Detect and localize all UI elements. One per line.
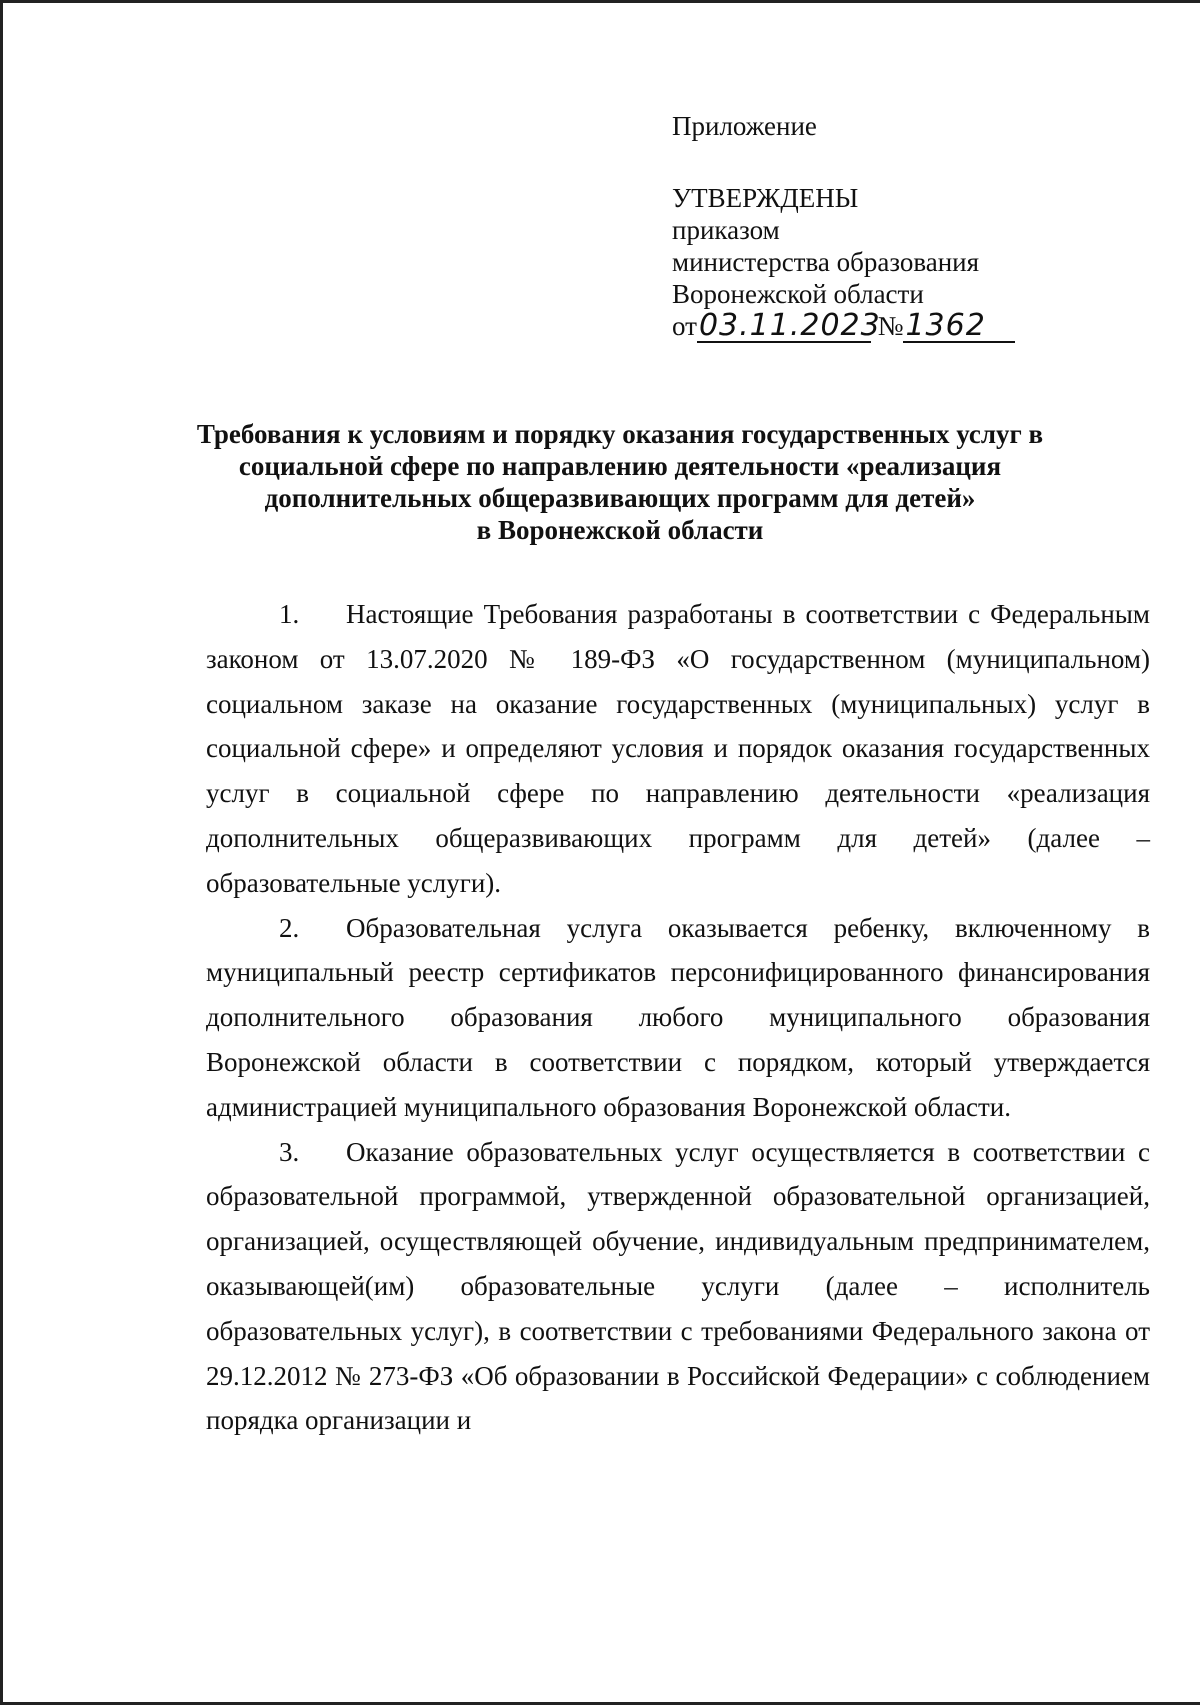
scan-border-top [0,0,1200,3]
date-prefix: от [672,311,697,341]
scan-border-left [0,0,3,1705]
paragraph-text: Образовательная услуга оказывается ребенку, включенному в муниципальный реестр сертификатов персонифицированного финансирования дополнительного образования любого муниципального образования Воронежской области в соответствии с порядком, который утверждается администрацией муниципального образования Воронежской области. [206,912,1150,1122]
order-date-line [672,310,1092,343]
paragraph-2 [206,906,1150,1130]
approval-block [672,110,1092,343]
handwritten-number: 1362 [903,311,1015,343]
title-line: социальной сфере по направлению деятельности «реализация [238,451,1002,481]
title-line: Требования к условиям и порядку оказания государственных услуг в [196,419,1044,449]
ministry-label: министерства образования [672,247,980,277]
title-line: дополнительных общеразвивающих программ для детей» [264,483,976,513]
paragraph-number: 1. [279,599,300,629]
title-line: в Воронежской области [476,515,764,545]
paragraph-number: 3. [279,1136,300,1167]
approved-label: УТВЕРЖДЕНЫ [672,183,859,213]
document-body [206,592,1150,1443]
number-sign: № [877,311,904,341]
paragraph-3 [206,1130,1150,1444]
paragraph-text: Настоящие Требования разработаны в соответствии с Федеральным законом от 13.07.2020 № 189-ФЗ «О государственном (муниципальном) социальном заказе на оказание государственных (муниципальных) услуг в социальной сфере» и определяют условия и порядок оказания государственных услуг в социальной сфере по направлению деятельности «реализация дополнительных общеразвивающих программ для детей» (далее – образовательные услуги). [206,599,1150,898]
by-order-label: приказом [672,215,780,245]
region-label: Воронежской области [672,279,924,309]
appendix-label: Приложение [672,111,817,141]
paragraph-number: 2. [279,912,300,943]
document-title [180,418,1060,546]
handwritten-date: 03.11.2023 [698,308,881,343]
paragraph-1 [206,592,1150,906]
paragraph-text: Оказание образовательных услуг осуществляется в соответствии с образовательной программой, утвержденной образовательной организацией, организацией, осуществляющей обучение, индивидуальным предпринимателем, оказывающей(им) образовательные услуги (далее – исполнитель образовательных услуг), в соответствии с требованиями Федерального закона от 29.12.2012 № 273-ФЗ «Об образовании в Российской Федерации» с соблюдением порядка организации и [206,1136,1150,1436]
